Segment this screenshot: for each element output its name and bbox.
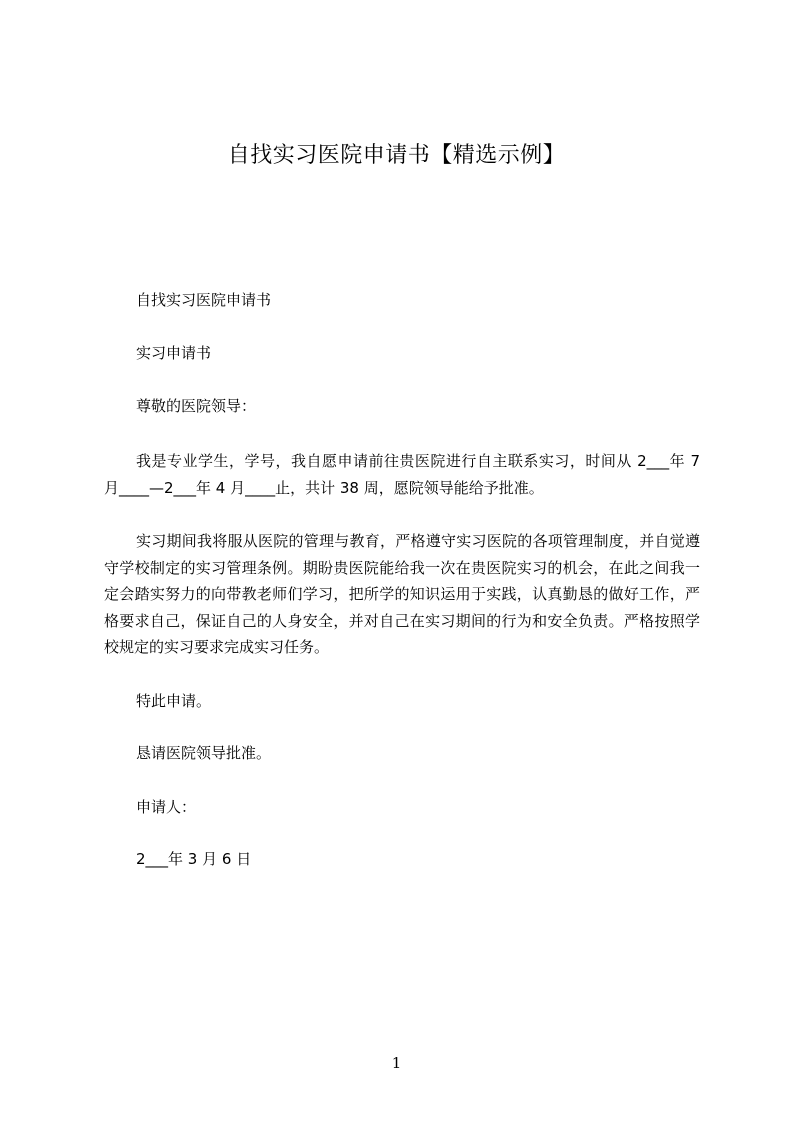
closing-request: 特此申请。	[136, 692, 212, 710]
closing-approval: 恳请医院领导批准。	[136, 744, 272, 762]
paragraph-internship-period: 我是专业学生，学号，我自愿申请前往贵医院进行自主联系实习，时间从 2___年 7 月____—2___年 4 月____止，共计 38 周，愿院领导能给予批准。	[104, 452, 700, 497]
document-title: 自找实习医院申请书【精选示例】	[227, 143, 566, 168]
salutation: 尊敬的医院领导：	[136, 397, 257, 415]
paragraph-commitment: 实习期间我将服从医院的管理与教育，严格遵守实习医院的各项管理制度，并自觉遵守学校制定的实习管理条例。期盼贵医院能给我一次在贵医院实习的机会，在此之间我一定会踏实努力的向带教老师们学习，把所学的知识运用于实践，认真勤恳的做好工作，严格要求自己，保证自己的人身安全，并对自己在实习期间的行为和安全负责。严格按照学校规定的实习要求完成实习任务。	[104, 532, 700, 656]
applicant-label: 申请人：	[136, 798, 197, 816]
application-date: 2___年 3 月 6 日	[136, 850, 252, 868]
letter-heading: 自找实习医院申请书	[136, 291, 272, 309]
letter-subheading: 实习申请书	[136, 344, 212, 362]
page-number: 1	[391, 1054, 402, 1072]
